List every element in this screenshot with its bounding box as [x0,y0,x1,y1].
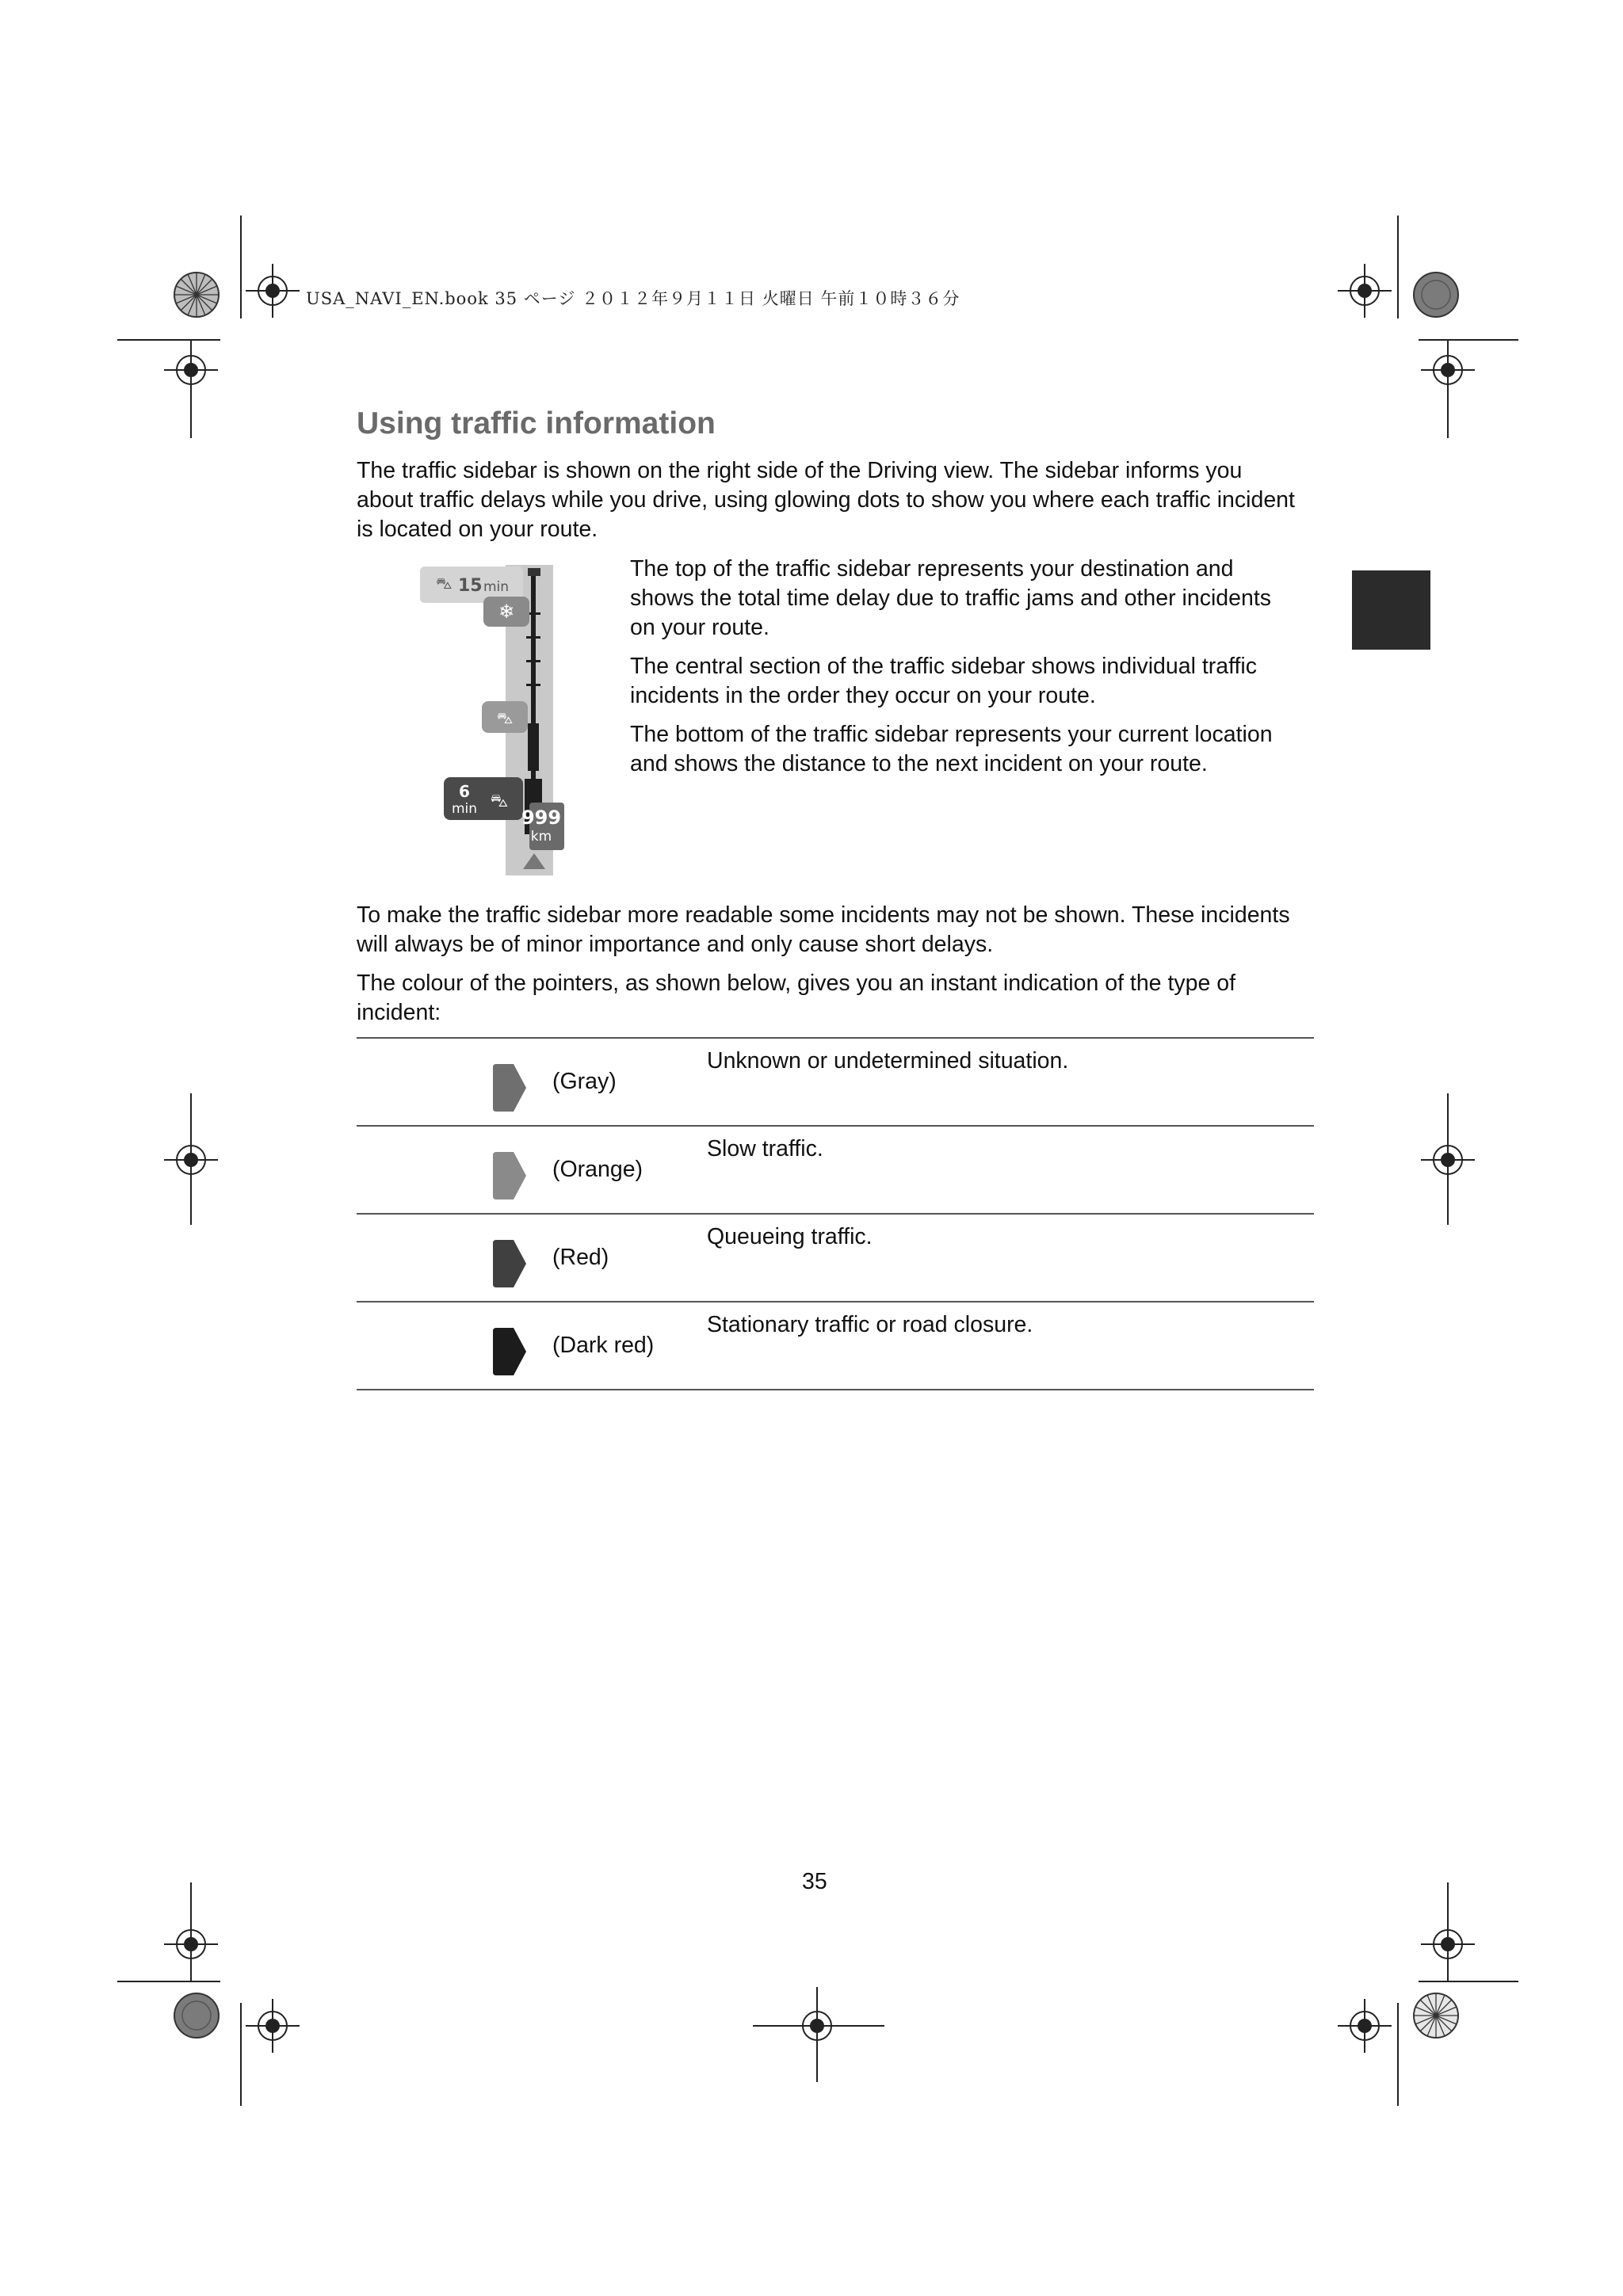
text-line: incidents in the order they occur on your route. [630,683,1096,708]
distance-text: 999 [521,807,562,829]
sidebar-middle-description [630,652,1327,711]
text-line: on your route. [630,615,769,640]
sidebar-top-description [630,555,1327,643]
svg-text:❄: ❄ [498,601,515,623]
crosshair-mark-icon [246,1999,300,2053]
distance-unit: km [530,829,552,845]
starburst-target-icon [1409,1989,1463,2042]
section-title: Using traffic information [357,406,716,441]
red-pointer-icon [490,1240,528,1287]
pointer-description: Slow traffic. [707,1136,823,1161]
print-header: USA_NAVI_EN.book 35 ページ ２０１２年９月１１日 火曜日 午前１０時３６分 [306,289,960,308]
text-line: The traffic sidebar is shown on the right side of the Driving view. The sidebar informs you [357,458,1243,483]
pointer-colour-label: (Red) [552,1245,609,1270]
crosshair-mark-icon [1421,1917,1475,1971]
starburst-target-icon [170,268,223,322]
page-number: 35 [802,1869,827,1894]
orange-pointer-icon [490,1152,528,1199]
crosshair-mark-icon [164,1133,218,1187]
dark-red-pointer-icon [490,1328,528,1375]
crosshair-mark-icon [164,1917,218,1971]
pointer-description: Stationary traffic or road closure. [707,1312,1033,1337]
table-row [357,1125,1314,1213]
svg-text:⛍: ⛍ [436,574,453,593]
crosshair-mark-icon [1421,343,1475,397]
pointer-description: Queueing traffic. [707,1224,873,1249]
text-line: The bottom of the traffic sidebar represents your current location [630,722,1273,747]
gray-pointer-icon [490,1064,528,1112]
text-line: will always be of minor importance and only cause short delays. [357,932,994,957]
text-line: about traffic delays while you drive, using glowing dots to show you where each traffic incident [357,487,1295,513]
top-delay-text: 15 [458,576,483,596]
table-row [357,1037,1314,1125]
table-row [357,1213,1314,1301]
gray-target-icon [1409,268,1463,322]
table-row [357,1301,1314,1390]
svg-text:⛍: ⛍ [490,791,509,811]
svg-text:⛍: ⛍ [496,708,514,727]
traffic-sidebar-illustration [420,565,567,875]
pointer-colour-table [357,1037,1314,1390]
text-line: To make the traffic sidebar more readable some incidents may not be shown. These incidents [357,902,1290,928]
bottom-delay-unit: min [451,801,478,817]
crosshair-mark-icon [164,343,218,397]
bottom-delay-text: 6 [459,782,470,801]
crosshair-mark-icon [1338,264,1392,318]
top-delay-unit: min [483,579,510,595]
crosshair-mark-icon [246,264,300,318]
intro-paragraph [357,456,1316,544]
crosshair-mark-icon [1338,1999,1392,2053]
gray-target-icon [170,1989,223,2042]
pointer-colour-label: (Dark red) [552,1333,655,1358]
sidebar-bottom-description [630,720,1327,779]
chapter-tab [1352,570,1430,650]
pointer-description: Unknown or undetermined situation. [707,1048,1069,1074]
readability-paragraph [357,901,1316,959]
text-line: The top of the traffic sidebar represents your destination and [630,556,1234,582]
colour-intro-paragraph [357,969,1316,1028]
crosshair-mark-icon [1421,1133,1475,1187]
pointer-colour-label: (Orange) [552,1157,643,1182]
pointer-colour-label: (Gray) [552,1069,617,1094]
text-line: and shows the distance to the next incident on your route. [630,751,1208,776]
text-line: The central section of the traffic sidebar shows individual traffic [630,654,1258,679]
text-line: shows the total time delay due to traffic jams and other incidents [630,585,1271,611]
text-line: The colour of the pointers, as shown below, gives you an instant indication of the type of [357,971,1236,996]
text-line: is located on your route. [357,517,598,542]
text-line: incident: [357,1000,441,1025]
